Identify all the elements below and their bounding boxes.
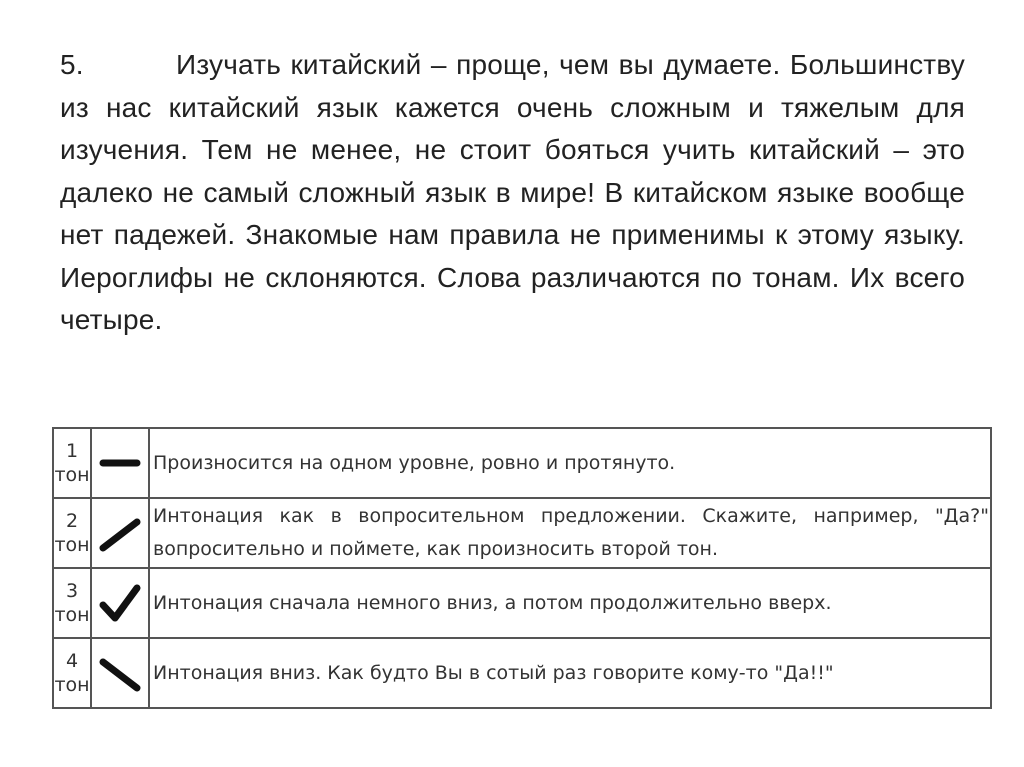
tone-mark-cell	[91, 568, 149, 638]
table-row-tone-1	[53, 428, 991, 498]
table-row-tone-3	[53, 568, 991, 638]
dipping-tone-icon	[95, 578, 145, 628]
tone-number: 3	[65, 580, 79, 602]
tone-description-cell	[149, 638, 991, 708]
rising-tone-icon	[95, 508, 145, 558]
tone-description: Интонация вниз. Как будто Вы в сотый раз говорите кому-то "Да!!"	[153, 661, 834, 684]
tone-number: 1	[65, 440, 79, 462]
tone-number-cell	[53, 498, 91, 568]
tone-unit: тон	[54, 674, 90, 696]
tone-mark-cell	[91, 638, 149, 708]
table-row-tone-2	[53, 498, 991, 568]
tone-number-cell	[53, 428, 91, 498]
tone-unit: тон	[54, 604, 90, 626]
tone-unit: тон	[54, 464, 90, 486]
tone-description-cell	[149, 568, 991, 638]
main-paragraph	[60, 44, 965, 342]
paragraph-text: Изучать китайский – проще, чем вы думаете. Большинству из нас китайский язык кажется очень сложным и тяжелым для изучения. Тем не менее, не стоит бояться учить китайский – это далеко не самый сложный язык в мире! В китайском языке вообще нет падежей. Знакомые нам правила не применимы к этому языку. Иероглифы не склоняются. Слова различаются по тонам. Их всего четыре.	[60, 49, 965, 335]
falling-tone-icon	[95, 648, 145, 698]
tone-description-line-2: вопросительно и поймете, как произносить второй тон.	[153, 538, 719, 560]
tone-description: Произносится на одном уровне, ровно и протянуто.	[153, 451, 676, 474]
paragraph-number: 5.	[60, 49, 84, 80]
tone-number: 4	[65, 650, 79, 672]
tone-mark-cell	[91, 428, 149, 498]
tone-number-cell	[53, 568, 91, 638]
tone-unit: тон	[54, 534, 90, 556]
tone-description-cell	[149, 498, 991, 568]
tone-number: 2	[65, 510, 79, 532]
table-row-tone-4	[53, 638, 991, 708]
tone-description: Интонация сначала немного вниз, а потом продолжительно вверх.	[153, 591, 832, 614]
flat-tone-icon	[95, 448, 145, 478]
tones-table	[52, 427, 992, 709]
tone-description-cell	[149, 428, 991, 498]
tone-description-line-1: Интонация как в вопросительном предложении. Скажите, например, "Да?"	[153, 505, 989, 527]
tone-mark-cell	[91, 498, 149, 568]
tone-number-cell	[53, 638, 91, 708]
